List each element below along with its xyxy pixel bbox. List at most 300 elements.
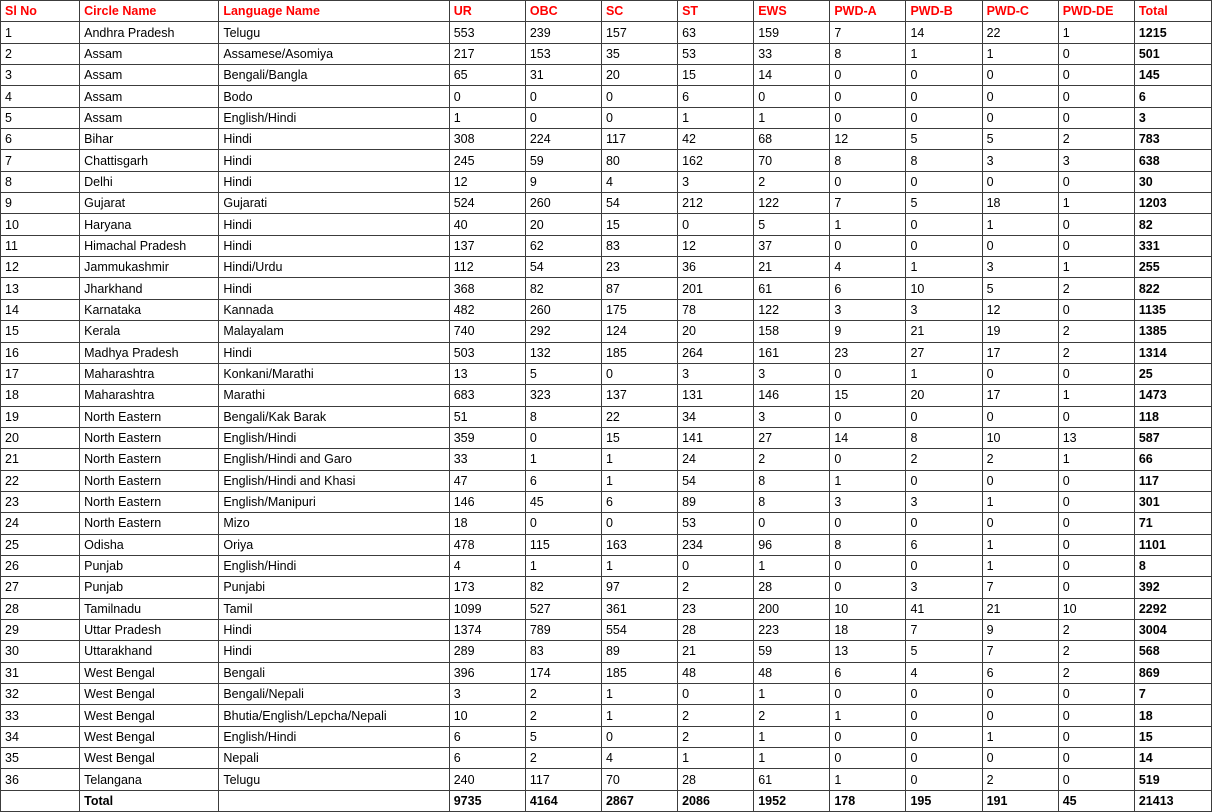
cell-pwd-de: 1 (1058, 385, 1134, 406)
cell-total: 519 (1134, 769, 1211, 790)
cell-obc: 20 (525, 214, 601, 235)
cell-obc: 1 (525, 449, 601, 470)
cell-ews: 37 (754, 235, 830, 256)
cell-sc: 35 (601, 43, 677, 64)
cell-obc: 6 (525, 470, 601, 491)
cell-pwd-de: 1 (1058, 449, 1134, 470)
cell-ur: 112 (449, 257, 525, 278)
cell-obc: 2 (525, 705, 601, 726)
table-row (1, 748, 1212, 769)
cell-total: 1101 (1134, 534, 1211, 555)
table-row (1, 619, 1212, 640)
column-header-pwd-de: PWD-DE (1058, 1, 1134, 22)
cell-ur: 245 (449, 150, 525, 171)
cell-pwd-b: 3 (906, 491, 982, 512)
cell-ur: 65 (449, 65, 525, 86)
cell-pwd-b: 0 (906, 726, 982, 747)
cell-language-name: English/Hindi and Khasi (219, 470, 449, 491)
cell-circle-name: Uttarakhand (80, 641, 219, 662)
cell-circle-name: Uttar Pradesh (80, 619, 219, 640)
cell-slno: 13 (1, 278, 80, 299)
cell-ews: 28 (754, 577, 830, 598)
cell-ews: 2 (754, 449, 830, 470)
cell-circle-name: Haryana (80, 214, 219, 235)
cell-sc: 117 (601, 129, 677, 150)
cell-pwd-c: 1 (982, 491, 1058, 512)
cell-obc: 132 (525, 342, 601, 363)
cell-slno: 1 (1, 22, 80, 43)
cell-pwd-a: 0 (830, 406, 906, 427)
table-row (1, 22, 1212, 43)
cell-sc: 97 (601, 577, 677, 598)
cell-sc: 0 (601, 107, 677, 128)
cell-ews: 122 (754, 193, 830, 214)
cell-st: 234 (678, 534, 754, 555)
cell-pwd-a: 0 (830, 577, 906, 598)
cell-slno: 11 (1, 235, 80, 256)
cell-pwd-c: 5 (982, 129, 1058, 150)
cell-pwd-a: 7 (830, 193, 906, 214)
cell-circle-name: West Bengal (80, 684, 219, 705)
cell-ews: 200 (754, 598, 830, 619)
cell-sc: 0 (601, 363, 677, 384)
cell-obc: 8 (525, 406, 601, 427)
cell-ur: 503 (449, 342, 525, 363)
cell-obc: 83 (525, 641, 601, 662)
cell-slno: 27 (1, 577, 80, 598)
cell-pwd-a: 4 (830, 257, 906, 278)
cell-sc: 15 (601, 214, 677, 235)
cell-pwd-a: 9 (830, 321, 906, 342)
cell-pwd-a: 12 (830, 129, 906, 150)
cell-ur: 12 (449, 171, 525, 192)
cell-sc: 1 (601, 449, 677, 470)
cell-st: 34 (678, 406, 754, 427)
header-row (1, 1, 1212, 22)
column-header-pwd-b: PWD-B (906, 1, 982, 22)
cell-pwd-a: 0 (830, 171, 906, 192)
cell-total: 25 (1134, 363, 1211, 384)
cell-ur: 482 (449, 299, 525, 320)
cell-slno: 2 (1, 43, 80, 64)
cell-ur: 47 (449, 470, 525, 491)
cell-slno: 15 (1, 321, 80, 342)
cell-slno: 28 (1, 598, 80, 619)
cell-st: 53 (678, 513, 754, 534)
cell-pwd-b: 1 (906, 363, 982, 384)
cell-slno: 20 (1, 427, 80, 448)
table-row (1, 43, 1212, 64)
cell-obc: 1 (525, 555, 601, 576)
cell-sc: 6 (601, 491, 677, 512)
cell-language-name: Marathi (219, 385, 449, 406)
cell-pwd-c: 12 (982, 299, 1058, 320)
column-header-ur: UR (449, 1, 525, 22)
cell-language-name: Hindi (219, 278, 449, 299)
cell-ews: 61 (754, 278, 830, 299)
cell-ur: 740 (449, 321, 525, 342)
cell-language-name: Hindi (219, 641, 449, 662)
table-row (1, 705, 1212, 726)
cell-total: 117 (1134, 470, 1211, 491)
cell-pwd-b: 3 (906, 577, 982, 598)
cell-pwd-c: 21 (982, 598, 1058, 619)
cell-slno: 19 (1, 406, 80, 427)
cell-circle-name: North Eastern (80, 406, 219, 427)
cell-sc: 4 (601, 171, 677, 192)
cell-total: 869 (1134, 662, 1211, 683)
cell-circle-name: Himachal Pradesh (80, 235, 219, 256)
cell-circle-name: Gujarat (80, 193, 219, 214)
cell-pwd-a: 10 (830, 598, 906, 619)
cell-language-name: English/Hindi and Garo (219, 449, 449, 470)
cell-ur: 478 (449, 534, 525, 555)
cell-ur: 40 (449, 214, 525, 235)
cell-circle-name: Tamilnadu (80, 598, 219, 619)
cell-language-name: English/Hindi (219, 726, 449, 747)
cell-pwd-a: 1 (830, 705, 906, 726)
cell-pwd-c: 2 (982, 449, 1058, 470)
cell-ews: 96 (754, 534, 830, 555)
cell-pwd-b: 0 (906, 214, 982, 235)
cell-obc: 292 (525, 321, 601, 342)
cell-sc: 185 (601, 342, 677, 363)
cell-ews: 1 (754, 748, 830, 769)
cell-pwd-b: 41 (906, 598, 982, 619)
cell-pwd-b: 14 (906, 22, 982, 43)
cell-language-name: Bodo (219, 86, 449, 107)
cell-total: 118 (1134, 406, 1211, 427)
cell-pwd-b: 0 (906, 171, 982, 192)
cell-st: 28 (678, 769, 754, 790)
total-cell-st: 2086 (678, 790, 754, 811)
cell-ews: 8 (754, 470, 830, 491)
cell-slno: 12 (1, 257, 80, 278)
table-row (1, 278, 1212, 299)
cell-ur: 10 (449, 705, 525, 726)
cell-slno: 17 (1, 363, 80, 384)
cell-total: 82 (1134, 214, 1211, 235)
cell-ur: 683 (449, 385, 525, 406)
cell-slno: 33 (1, 705, 80, 726)
cell-st: 201 (678, 278, 754, 299)
cell-ur: 0 (449, 86, 525, 107)
cell-total: 8 (1134, 555, 1211, 576)
cell-st: 6 (678, 86, 754, 107)
cell-circle-name: Andhra Pradesh (80, 22, 219, 43)
cell-pwd-b: 21 (906, 321, 982, 342)
cell-pwd-c: 17 (982, 385, 1058, 406)
cell-pwd-c: 0 (982, 406, 1058, 427)
cell-pwd-b: 0 (906, 684, 982, 705)
cell-pwd-c: 22 (982, 22, 1058, 43)
cell-pwd-b: 20 (906, 385, 982, 406)
cell-circle-name: Chattisgarh (80, 150, 219, 171)
cell-total: 7 (1134, 684, 1211, 705)
cell-pwd-de: 0 (1058, 577, 1134, 598)
cell-ur: 553 (449, 22, 525, 43)
table-total-row (1, 790, 1212, 811)
cell-total: 15 (1134, 726, 1211, 747)
cell-ur: 6 (449, 726, 525, 747)
table-row (1, 577, 1212, 598)
cell-pwd-a: 18 (830, 619, 906, 640)
cell-pwd-b: 8 (906, 150, 982, 171)
table-row (1, 491, 1212, 512)
cell-obc: 323 (525, 385, 601, 406)
cell-pwd-b: 5 (906, 641, 982, 662)
column-header-st: ST (678, 1, 754, 22)
table-row (1, 129, 1212, 150)
cell-pwd-de: 1 (1058, 22, 1134, 43)
cell-slno: 14 (1, 299, 80, 320)
table-row (1, 193, 1212, 214)
cell-sc: 1 (601, 705, 677, 726)
cell-ews: 5 (754, 214, 830, 235)
cell-total: 392 (1134, 577, 1211, 598)
cell-circle-name: Punjab (80, 555, 219, 576)
cell-ur: 396 (449, 662, 525, 683)
cell-ur: 51 (449, 406, 525, 427)
cell-obc: 59 (525, 150, 601, 171)
cell-obc: 789 (525, 619, 601, 640)
cell-ews: 33 (754, 43, 830, 64)
cell-obc: 527 (525, 598, 601, 619)
cell-slno: 32 (1, 684, 80, 705)
cell-pwd-de: 0 (1058, 769, 1134, 790)
table-row (1, 684, 1212, 705)
cell-pwd-b: 3 (906, 299, 982, 320)
total-cell-language-name (219, 790, 449, 811)
cell-ews: 48 (754, 662, 830, 683)
table-row (1, 449, 1212, 470)
cell-ews: 146 (754, 385, 830, 406)
cell-pwd-a: 23 (830, 342, 906, 363)
cell-st: 15 (678, 65, 754, 86)
cell-pwd-de: 2 (1058, 278, 1134, 299)
cell-obc: 115 (525, 534, 601, 555)
cell-pwd-a: 1 (830, 470, 906, 491)
table-row (1, 406, 1212, 427)
cell-obc: 54 (525, 257, 601, 278)
table-body (1, 22, 1212, 812)
cell-language-name: Tamil (219, 598, 449, 619)
cell-pwd-de: 0 (1058, 86, 1134, 107)
cell-obc: 117 (525, 769, 601, 790)
cell-language-name: Assamese/Asomiya (219, 43, 449, 64)
cell-circle-name: North Eastern (80, 449, 219, 470)
cell-pwd-c: 6 (982, 662, 1058, 683)
cell-language-name: Punjabi (219, 577, 449, 598)
cell-pwd-de: 10 (1058, 598, 1134, 619)
cell-st: 212 (678, 193, 754, 214)
table-row (1, 299, 1212, 320)
cell-pwd-c: 0 (982, 86, 1058, 107)
cell-pwd-c: 1 (982, 214, 1058, 235)
cell-sc: 70 (601, 769, 677, 790)
cell-total: 568 (1134, 641, 1211, 662)
cell-slno: 25 (1, 534, 80, 555)
cell-circle-name: West Bengal (80, 662, 219, 683)
cell-circle-name: Maharashtra (80, 363, 219, 384)
column-header-slno: Sl No (1, 1, 80, 22)
cell-sc: 20 (601, 65, 677, 86)
cell-ews: 122 (754, 299, 830, 320)
cell-language-name: Bengali/Bangla (219, 65, 449, 86)
table-row (1, 150, 1212, 171)
cell-ews: 1 (754, 555, 830, 576)
cell-pwd-b: 0 (906, 65, 982, 86)
cell-pwd-de: 0 (1058, 406, 1134, 427)
cell-pwd-c: 0 (982, 513, 1058, 534)
cell-circle-name: North Eastern (80, 513, 219, 534)
cell-total: 1135 (1134, 299, 1211, 320)
cell-slno: 30 (1, 641, 80, 662)
cell-total: 1314 (1134, 342, 1211, 363)
cell-pwd-a: 0 (830, 86, 906, 107)
total-cell-pwd-a: 178 (830, 790, 906, 811)
cell-total: 3 (1134, 107, 1211, 128)
cell-pwd-a: 0 (830, 235, 906, 256)
cell-st: 36 (678, 257, 754, 278)
cell-slno: 35 (1, 748, 80, 769)
cell-ur: 146 (449, 491, 525, 512)
cell-ews: 3 (754, 363, 830, 384)
cell-language-name: Gujarati (219, 193, 449, 214)
cell-sc: 22 (601, 406, 677, 427)
table-row (1, 513, 1212, 534)
cell-st: 2 (678, 726, 754, 747)
cell-sc: 87 (601, 278, 677, 299)
cell-pwd-b: 2 (906, 449, 982, 470)
total-cell-pwd-b: 195 (906, 790, 982, 811)
cell-st: 28 (678, 619, 754, 640)
cell-circle-name: Bihar (80, 129, 219, 150)
cell-pwd-de: 2 (1058, 641, 1134, 662)
cell-ur: 18 (449, 513, 525, 534)
cell-slno: 8 (1, 171, 80, 192)
cell-pwd-b: 0 (906, 769, 982, 790)
cell-st: 141 (678, 427, 754, 448)
cell-st: 54 (678, 470, 754, 491)
table-row (1, 726, 1212, 747)
cell-ews: 1 (754, 107, 830, 128)
cell-obc: 0 (525, 107, 601, 128)
cell-language-name: Bengali/Kak Barak (219, 406, 449, 427)
cell-pwd-b: 1 (906, 43, 982, 64)
cell-slno: 16 (1, 342, 80, 363)
cell-pwd-a: 6 (830, 662, 906, 683)
cell-ews: 59 (754, 641, 830, 662)
cell-pwd-a: 0 (830, 684, 906, 705)
cell-pwd-c: 2 (982, 769, 1058, 790)
cell-sc: 23 (601, 257, 677, 278)
cell-pwd-c: 0 (982, 705, 1058, 726)
cell-ur: 137 (449, 235, 525, 256)
table-header (1, 1, 1212, 22)
cell-st: 2 (678, 577, 754, 598)
cell-ur: 13 (449, 363, 525, 384)
cell-language-name: Bengali/Nepali (219, 684, 449, 705)
total-cell-total: 21413 (1134, 790, 1211, 811)
table-row (1, 555, 1212, 576)
cell-pwd-a: 14 (830, 427, 906, 448)
cell-pwd-c: 0 (982, 107, 1058, 128)
cell-pwd-b: 0 (906, 86, 982, 107)
cell-ews: 2 (754, 171, 830, 192)
cell-ews: 0 (754, 513, 830, 534)
cell-ews: 0 (754, 86, 830, 107)
total-cell-ur: 9735 (449, 790, 525, 811)
cell-sc: 554 (601, 619, 677, 640)
cell-circle-name: West Bengal (80, 705, 219, 726)
cell-circle-name: Madhya Pradesh (80, 342, 219, 363)
cell-slno: 5 (1, 107, 80, 128)
column-header-language-name: Language Name (219, 1, 449, 22)
cell-circle-name: Jammukashmir (80, 257, 219, 278)
cell-language-name: Bhutia/English/Lepcha/Nepali (219, 705, 449, 726)
cell-total: 1215 (1134, 22, 1211, 43)
cell-pwd-a: 0 (830, 726, 906, 747)
cell-obc: 174 (525, 662, 601, 683)
cell-pwd-de: 2 (1058, 662, 1134, 683)
cell-pwd-c: 0 (982, 65, 1058, 86)
cell-pwd-b: 27 (906, 342, 982, 363)
cell-total: 331 (1134, 235, 1211, 256)
cell-pwd-c: 9 (982, 619, 1058, 640)
cell-pwd-b: 0 (906, 748, 982, 769)
cell-ur: 289 (449, 641, 525, 662)
cell-circle-name: North Eastern (80, 491, 219, 512)
cell-obc: 0 (525, 86, 601, 107)
cell-language-name: Hindi (219, 150, 449, 171)
cell-slno: 29 (1, 619, 80, 640)
cell-pwd-de: 0 (1058, 363, 1134, 384)
cell-pwd-c: 0 (982, 684, 1058, 705)
total-cell-ews: 1952 (754, 790, 830, 811)
cell-pwd-b: 1 (906, 257, 982, 278)
cell-pwd-b: 8 (906, 427, 982, 448)
cell-ews: 223 (754, 619, 830, 640)
cell-slno: 22 (1, 470, 80, 491)
cell-ews: 3 (754, 406, 830, 427)
cell-pwd-a: 0 (830, 513, 906, 534)
cell-total: 66 (1134, 449, 1211, 470)
cell-pwd-b: 10 (906, 278, 982, 299)
cell-pwd-de: 0 (1058, 491, 1134, 512)
cell-st: 20 (678, 321, 754, 342)
cell-circle-name: Karnataka (80, 299, 219, 320)
cell-circle-name: North Eastern (80, 470, 219, 491)
cell-pwd-c: 0 (982, 171, 1058, 192)
cell-circle-name: North Eastern (80, 427, 219, 448)
cell-pwd-c: 7 (982, 577, 1058, 598)
cell-ews: 159 (754, 22, 830, 43)
cell-language-name: English/Hindi (219, 555, 449, 576)
cell-circle-name: Assam (80, 43, 219, 64)
cell-total: 14 (1134, 748, 1211, 769)
cell-sc: 1 (601, 470, 677, 491)
cell-pwd-b: 0 (906, 235, 982, 256)
cell-ews: 68 (754, 129, 830, 150)
cell-ur: 6 (449, 748, 525, 769)
cell-pwd-de: 0 (1058, 43, 1134, 64)
cell-language-name: Kannada (219, 299, 449, 320)
cell-st: 3 (678, 171, 754, 192)
cell-sc: 137 (601, 385, 677, 406)
cell-slno: 4 (1, 86, 80, 107)
cell-total: 6 (1134, 86, 1211, 107)
